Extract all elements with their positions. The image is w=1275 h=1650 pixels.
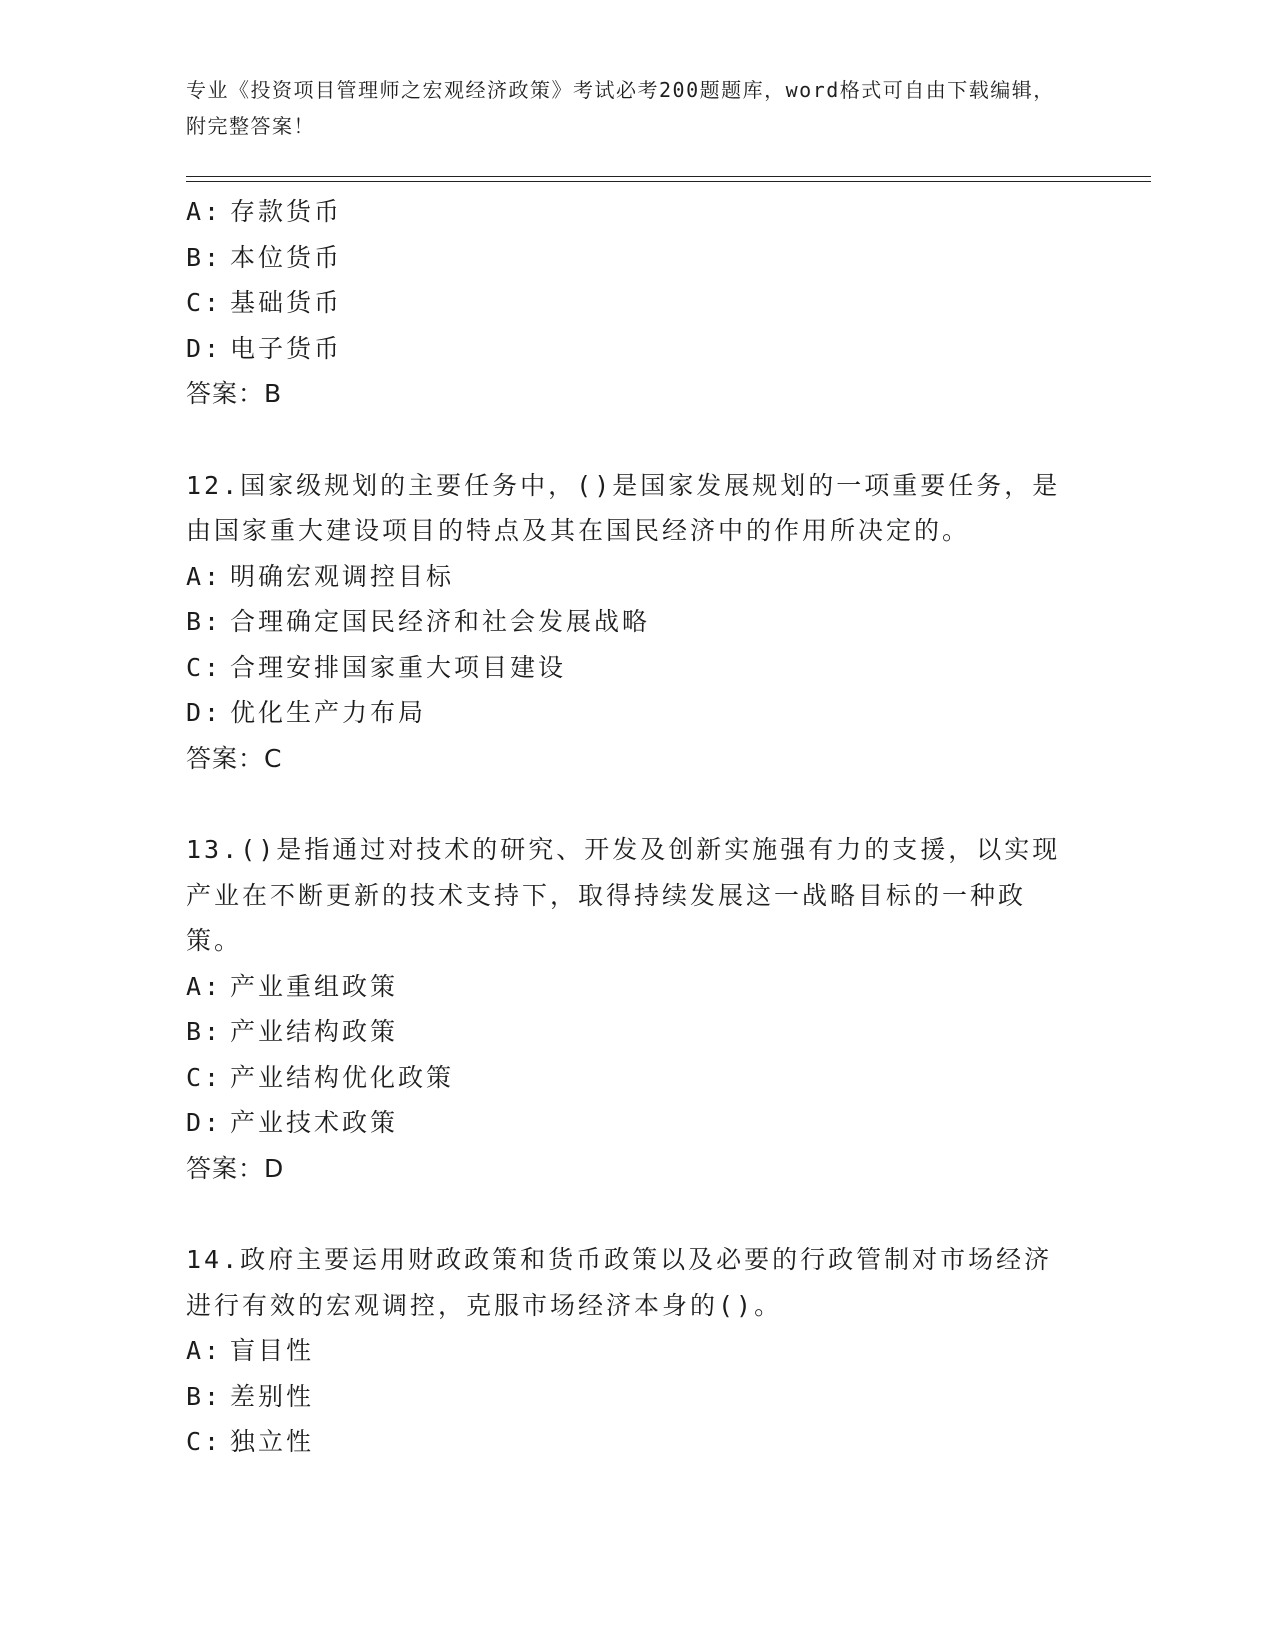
option-text: 基础货币 <box>230 288 343 317</box>
question-13 <box>186 827 1076 1191</box>
question-stem: 进行有效的宏观调控，克服市场经济本身的()。 <box>186 1290 783 1320</box>
option-text: 盲目性 <box>230 1336 315 1365</box>
option-prefix: D: <box>186 698 223 727</box>
option-prefix: A: <box>186 1336 223 1365</box>
option-text: 明确宏观调控目标 <box>230 561 455 591</box>
option-prefix: B: <box>186 1381 223 1411</box>
option-text: 合理安排国家重大项目建设 <box>230 652 567 682</box>
option-prefix: C: <box>186 1427 223 1456</box>
option-b <box>186 1009 1076 1055</box>
question-11 <box>186 189 1076 417</box>
option-text: 产业技术政策 <box>230 1108 399 1137</box>
question-12 <box>186 463 1076 782</box>
spacer <box>186 781 1076 827</box>
option-text: 产业结构政策 <box>230 1017 399 1046</box>
question-14 <box>186 1237 1076 1465</box>
option-text: 独立性 <box>230 1427 315 1456</box>
option-prefix: A: <box>186 197 223 226</box>
option-c <box>186 280 1076 326</box>
answer-line: 答案：C <box>186 743 283 773</box>
question-list <box>186 189 1076 1465</box>
option-text: 合理确定国民经济和社会发展战略 <box>230 607 651 636</box>
option-text: 存款货币 <box>230 197 343 226</box>
option-a <box>186 964 1076 1010</box>
option-d <box>186 326 1076 372</box>
spacer <box>186 417 1076 463</box>
option-text: 产业结构优化政策 <box>230 1062 455 1092</box>
option-text: 差别性 <box>230 1381 315 1411</box>
question-stem: 产业在不断更新的技术支持下，取得持续发展这一战略目标的一种政 <box>186 880 1027 910</box>
option-c <box>186 1419 1076 1465</box>
option-a <box>186 554 1076 600</box>
option-prefix: C: <box>186 288 223 317</box>
question-stem: 由国家重大建设项目的特点及其在国民经济中的作用所决定的。 <box>186 516 971 545</box>
option-prefix: A: <box>186 561 223 591</box>
option-prefix: D: <box>186 1108 223 1137</box>
option-prefix: B: <box>186 242 223 272</box>
option-a <box>186 189 1076 235</box>
question-stem: 12.国家级规划的主要任务中，()是国家发展规划的一项重要任务，是 <box>186 470 1061 500</box>
option-prefix: B: <box>186 607 223 636</box>
spacer <box>186 1191 1076 1237</box>
question-stem: 14.政府主要运用财政政策和货币政策以及必要的行政管制对市场经济 <box>186 1245 1053 1274</box>
question-stem: 13.()是指通过对技术的研究、开发及创新实施强有力的支援，以实现 <box>186 835 1061 864</box>
option-text: 本位货币 <box>230 242 343 272</box>
option-d <box>186 690 1076 736</box>
document-header: 专业《投资项目管理师之宏观经济政策》考试必考200题题库，word格式可自由下载编辑，附完整答案！ <box>186 78 1055 138</box>
option-prefix: B: <box>186 1017 223 1046</box>
option-prefix: D: <box>186 333 223 363</box>
header-divider <box>186 176 1151 182</box>
option-prefix: C: <box>186 652 223 682</box>
option-d <box>186 1100 1076 1146</box>
option-b <box>186 1374 1076 1420</box>
question-stem: 策。 <box>186 926 243 955</box>
answer-line: 答案：B <box>186 379 283 408</box>
option-c <box>186 645 1076 691</box>
option-text: 电子货币 <box>230 333 343 363</box>
answer-line: 答案：D <box>186 1153 285 1183</box>
option-b <box>186 599 1076 645</box>
option-text: 产业重组政策 <box>230 971 399 1001</box>
option-a <box>186 1328 1076 1374</box>
option-c <box>186 1055 1076 1101</box>
option-b <box>186 235 1076 281</box>
option-text: 优化生产力布局 <box>230 698 427 727</box>
option-prefix: A: <box>186 971 223 1001</box>
option-prefix: C: <box>186 1062 223 1092</box>
